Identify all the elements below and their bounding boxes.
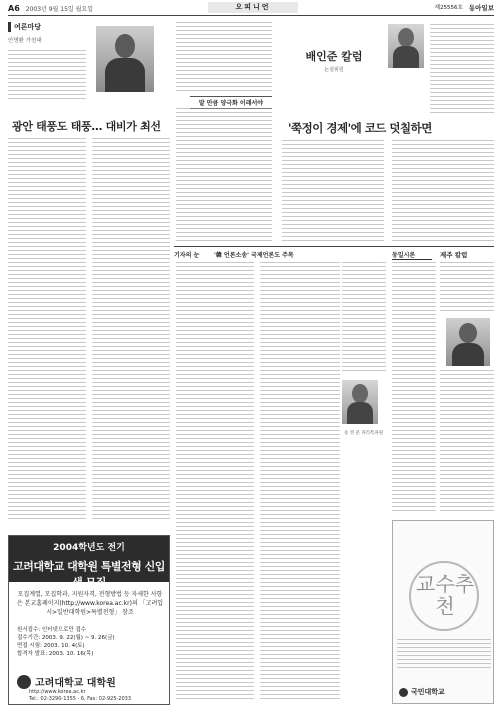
jeju-text-lower [440,370,494,514]
photo-head [398,28,414,47]
author-photo [96,26,154,92]
photo-body [105,58,145,92]
ad-big-text: 교수추천 [416,572,474,618]
column-author-title: 논설위원 [324,67,344,73]
middle-subhead: 말 만큼 양극화 이래서야 [190,96,272,109]
bottom-text-col-2 [260,262,340,702]
columnist-photo [388,24,424,68]
bottom-headline: '韓 언론소송' 국제언론도 주목 [214,252,294,259]
photo-body [393,46,419,68]
middle-text-top [176,22,272,92]
ad-bullet: 접수기간: 2003. 9. 22(월) ~ 9. 26(금) [17,635,115,641]
ad-url[interactable]: http://www.korea.ac.kr [29,689,86,695]
photo-body [452,343,484,366]
header-right [435,3,494,12]
left-article-byline: 안명환 가천대 [8,38,42,44]
opinion-label: 동일시론 [392,250,432,260]
left-article-text-col-1 [8,138,86,520]
photo-head [459,323,477,343]
column-headline: '쭉정이 경제'에 코드 덧칠하면 [288,121,432,135]
university-ad-2[interactable] [392,520,494,704]
section-rule [174,246,494,247]
left-article-intro-lines [8,50,86,102]
column-text-col-2 [392,140,494,244]
photo-head [115,34,135,58]
jeju-text-top [440,262,494,314]
ad-bullet: 원서접수: 인터넷으로만 접수 [17,627,87,633]
middle-text-lower [176,108,272,244]
bottom-text-col-1 [176,262,254,702]
ad-title: 고려대학교 대학원 특별전형 신입생 모집 [13,560,165,589]
section-title: 오피니언 [208,2,298,13]
ad-contact: Tel.: 02-3290-1355 · 6, Fax: 02-925-2033 [29,696,132,702]
issue-number: 제25556호 [434,5,463,11]
university-ad[interactable] [8,535,170,705]
left-article-text-col-2 [92,138,170,520]
university-emblem-icon [17,675,31,689]
ad2-university-name: 국민대학교 [411,688,445,696]
ad-bullet-list [17,626,163,658]
ad-description: 모집계열, 모집학과, 지원자격, 전형방법 등 자세한 사항은 본교홈페이지(http://www.korea.ac.kr)의 「고려입시>일반대학원>특별전형」 참조 [16,591,164,616]
reporter-eye-kicker: 기자의 눈 [174,252,200,259]
ad-university-name: 고려대학교 대학원 [35,678,116,689]
photo-body [347,402,373,424]
page-number: A6 [8,3,20,13]
jeju-author-photo [446,318,490,366]
reporter-photo [342,380,378,424]
page-header [8,2,494,14]
ad-bullet: 면접 시험: 2003. 10. 4(토) [17,643,85,649]
header-rule [8,15,494,16]
left-article-headline: 광안 태풍도 태풍… 대비가 최선 [12,120,161,133]
column-header [282,48,386,73]
newspaper-brand: 동아일보 [468,4,494,12]
ad-university-logo [17,674,163,689]
reporter-signature: 송 영 준 파리특파원 [344,431,384,436]
ad-year: 2004학년도 전기 [53,543,125,553]
opinion-text [392,262,436,514]
ad-banner [9,536,169,589]
photo-head [352,384,368,403]
bottom-text-col-3 [342,262,386,374]
column-title: 배인준 칼럼 [305,50,363,63]
ad-small-text [397,639,491,669]
jeju-column-label: 제주 칼럼 [440,251,468,259]
ad-university-logo [399,687,445,697]
university-emblem-icon [399,688,408,697]
issue-date: 2003년 9월 15일 월요일 [25,5,93,13]
column-side-text [430,24,494,114]
left-article-meta [8,22,86,102]
column-text-col-1 [282,140,384,244]
left-article-kicker: 여론마당 [8,22,86,32]
ad-bullet: 합격자 발표: 2003. 10. 16(목) [17,651,94,657]
